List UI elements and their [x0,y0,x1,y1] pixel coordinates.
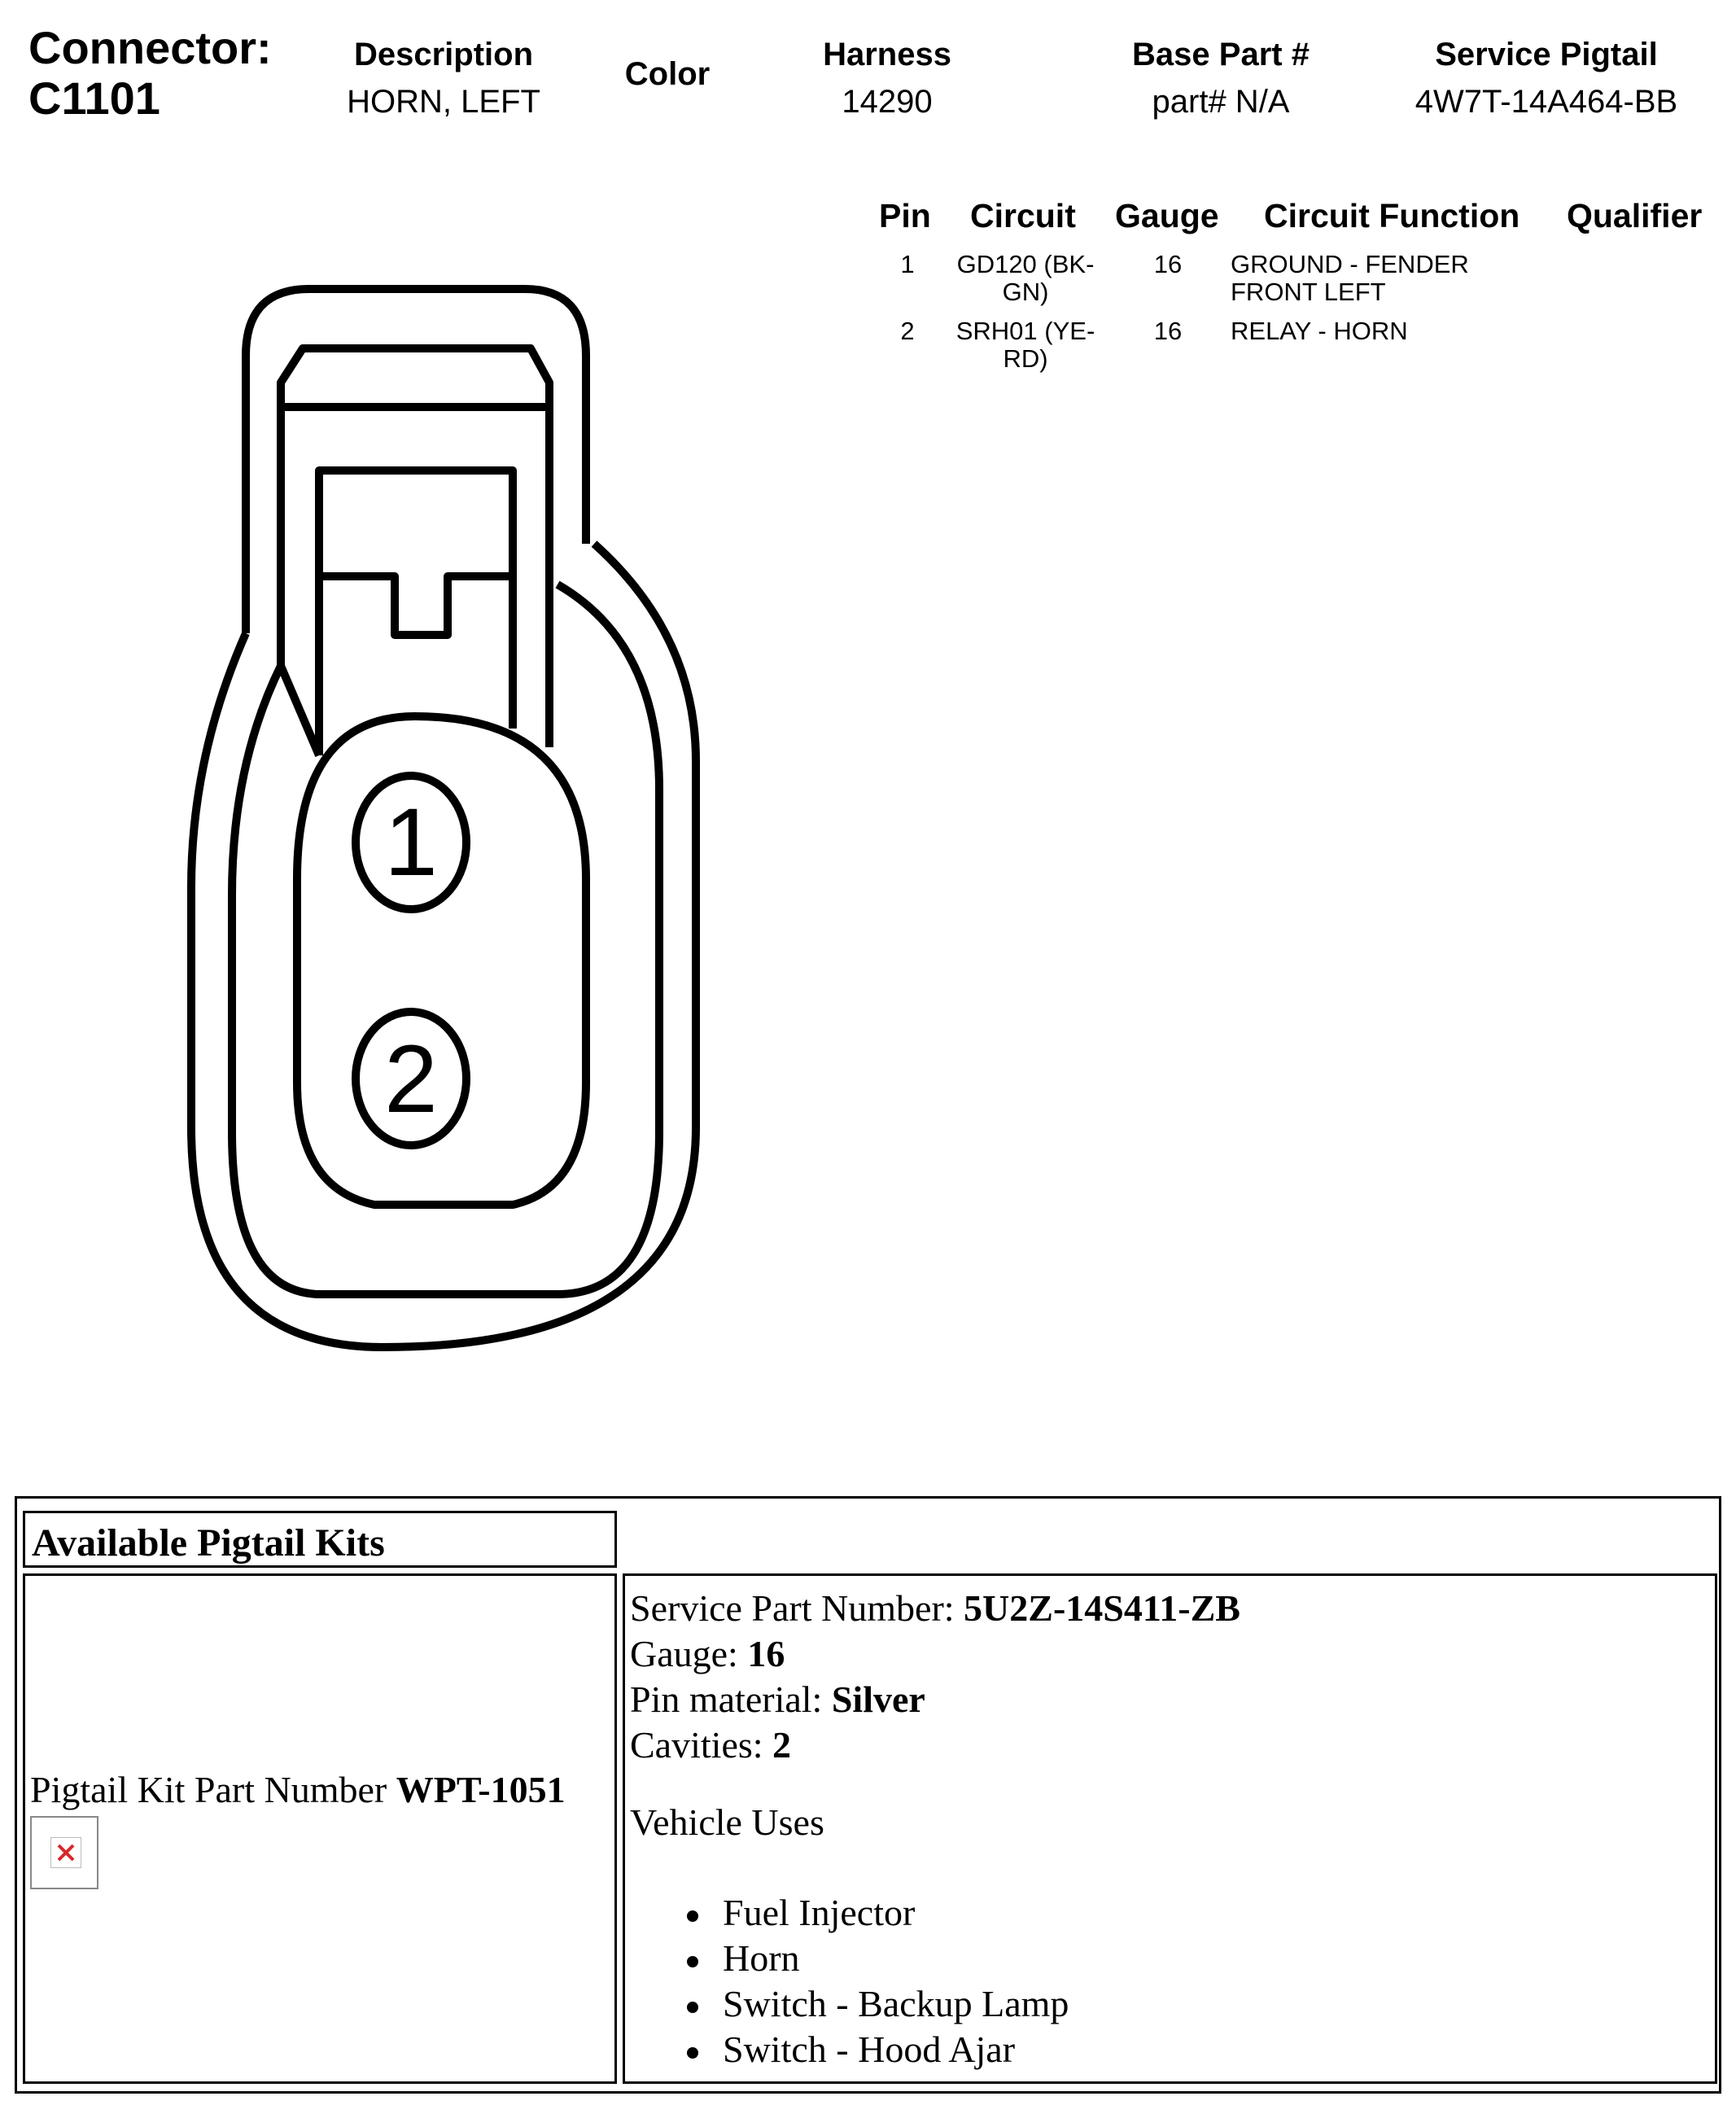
harness-label: Harness [823,37,951,72]
pin-1-label: 1 [384,789,438,896]
base-part-column [1091,31,1351,125]
connector-outer-shell [191,544,696,1347]
latch-left-edge [281,666,319,755]
description-value: HORN, LEFT [347,84,540,120]
description-label: Description [353,37,534,72]
list-item: Switch - Hood Ajar [723,2027,1069,2072]
connector-cap-outline [246,289,586,633]
pin-2-label: 2 [384,1026,438,1133]
pin-function [1231,317,1556,345]
pigtail-kits-heading: Available Pigtail Kits [32,1521,385,1565]
pigtail-kit-part-label: Pigtail Kit Part Number [30,1769,396,1810]
broken-image-x-icon [51,1838,81,1867]
pin-material-value: Silver [831,1678,925,1720]
service-pigtail-value: 4W7T-14A464-BB [1415,84,1678,120]
pigtail-details [630,1586,1240,1768]
cavities-value: 2 [772,1724,792,1766]
pin-gauge: 16 [1153,317,1183,345]
service-part-value: 5U2Z-14S411-ZB [964,1587,1240,1629]
base-part-value: part# N/A [1152,84,1290,120]
service-pigtail-label: Service Pigtail [1435,37,1658,72]
pin-function-line1: GROUND - FENDER [1231,250,1469,278]
color-label: Color [624,56,711,92]
connector-title [28,23,272,124]
pigtail-details-cell [623,1573,1717,2084]
harness-value: 14290 [842,84,933,120]
pigtail-kit-part-value: WPT-1051 [396,1769,566,1810]
gauge-value: 16 [747,1633,785,1674]
list-item: Horn [723,1936,1069,1981]
base-part-label: Base Part # [1132,37,1310,72]
pin-circuit [936,317,1115,373]
vehicle-uses-label: Vehicle Uses [630,1801,824,1843]
connector-label: Connector: [28,22,272,73]
harness-column [781,31,993,125]
pin-function [1231,251,1556,306]
gauge-header: Gauge [1115,197,1219,234]
pigtail-kit-part-number [30,1768,566,1811]
connector-id: C1101 [28,72,160,124]
pin-material-row [630,1677,1240,1722]
gauge-label: Gauge: [630,1633,748,1674]
qualifier-header: Qualifier [1567,197,1703,234]
vehicle-uses-list [723,1890,1069,2072]
pin-material-label: Pin material: [630,1678,832,1720]
pin-circuit-line1: SRH01 (YE- [955,317,1095,345]
circuit-function-header: Circuit Function [1264,197,1520,234]
color-column [602,50,732,98]
pigtail-kit-cell [23,1573,617,2084]
pin-number: 1 [900,250,915,278]
list-item: Switch - Backup Lamp [723,1981,1069,2027]
gauge-row [630,1631,1240,1677]
service-part-label: Service Part Number: [630,1587,964,1629]
service-pigtail-column [1384,31,1709,125]
list-item: Fuel Injector [723,1890,1069,1936]
pigtail-kits-heading-cell [23,1511,617,1568]
pin-gauge: 16 [1153,250,1183,278]
connector-face-diagram [179,281,716,1372]
lock-notch [319,576,513,635]
cavities-row [630,1722,1240,1768]
circuit-header: Circuit [970,197,1076,234]
cavities-label: Cavities: [630,1724,773,1766]
pin-circuit-line2: RD) [1003,344,1048,373]
pin-function-line1: RELAY - HORN [1231,317,1408,345]
pin-header: Pin [879,197,931,234]
pin-circuit [936,251,1115,306]
service-part-number [630,1586,1240,1631]
pin-circuit-line1: GD120 (BK- [956,250,1095,278]
broken-image-icon [30,1816,98,1889]
pin-number: 2 [900,317,915,345]
description-column [321,31,566,125]
pin-function-line2: FRONT LEFT [1231,278,1386,306]
pin-circuit-line2: GN) [1002,278,1049,306]
